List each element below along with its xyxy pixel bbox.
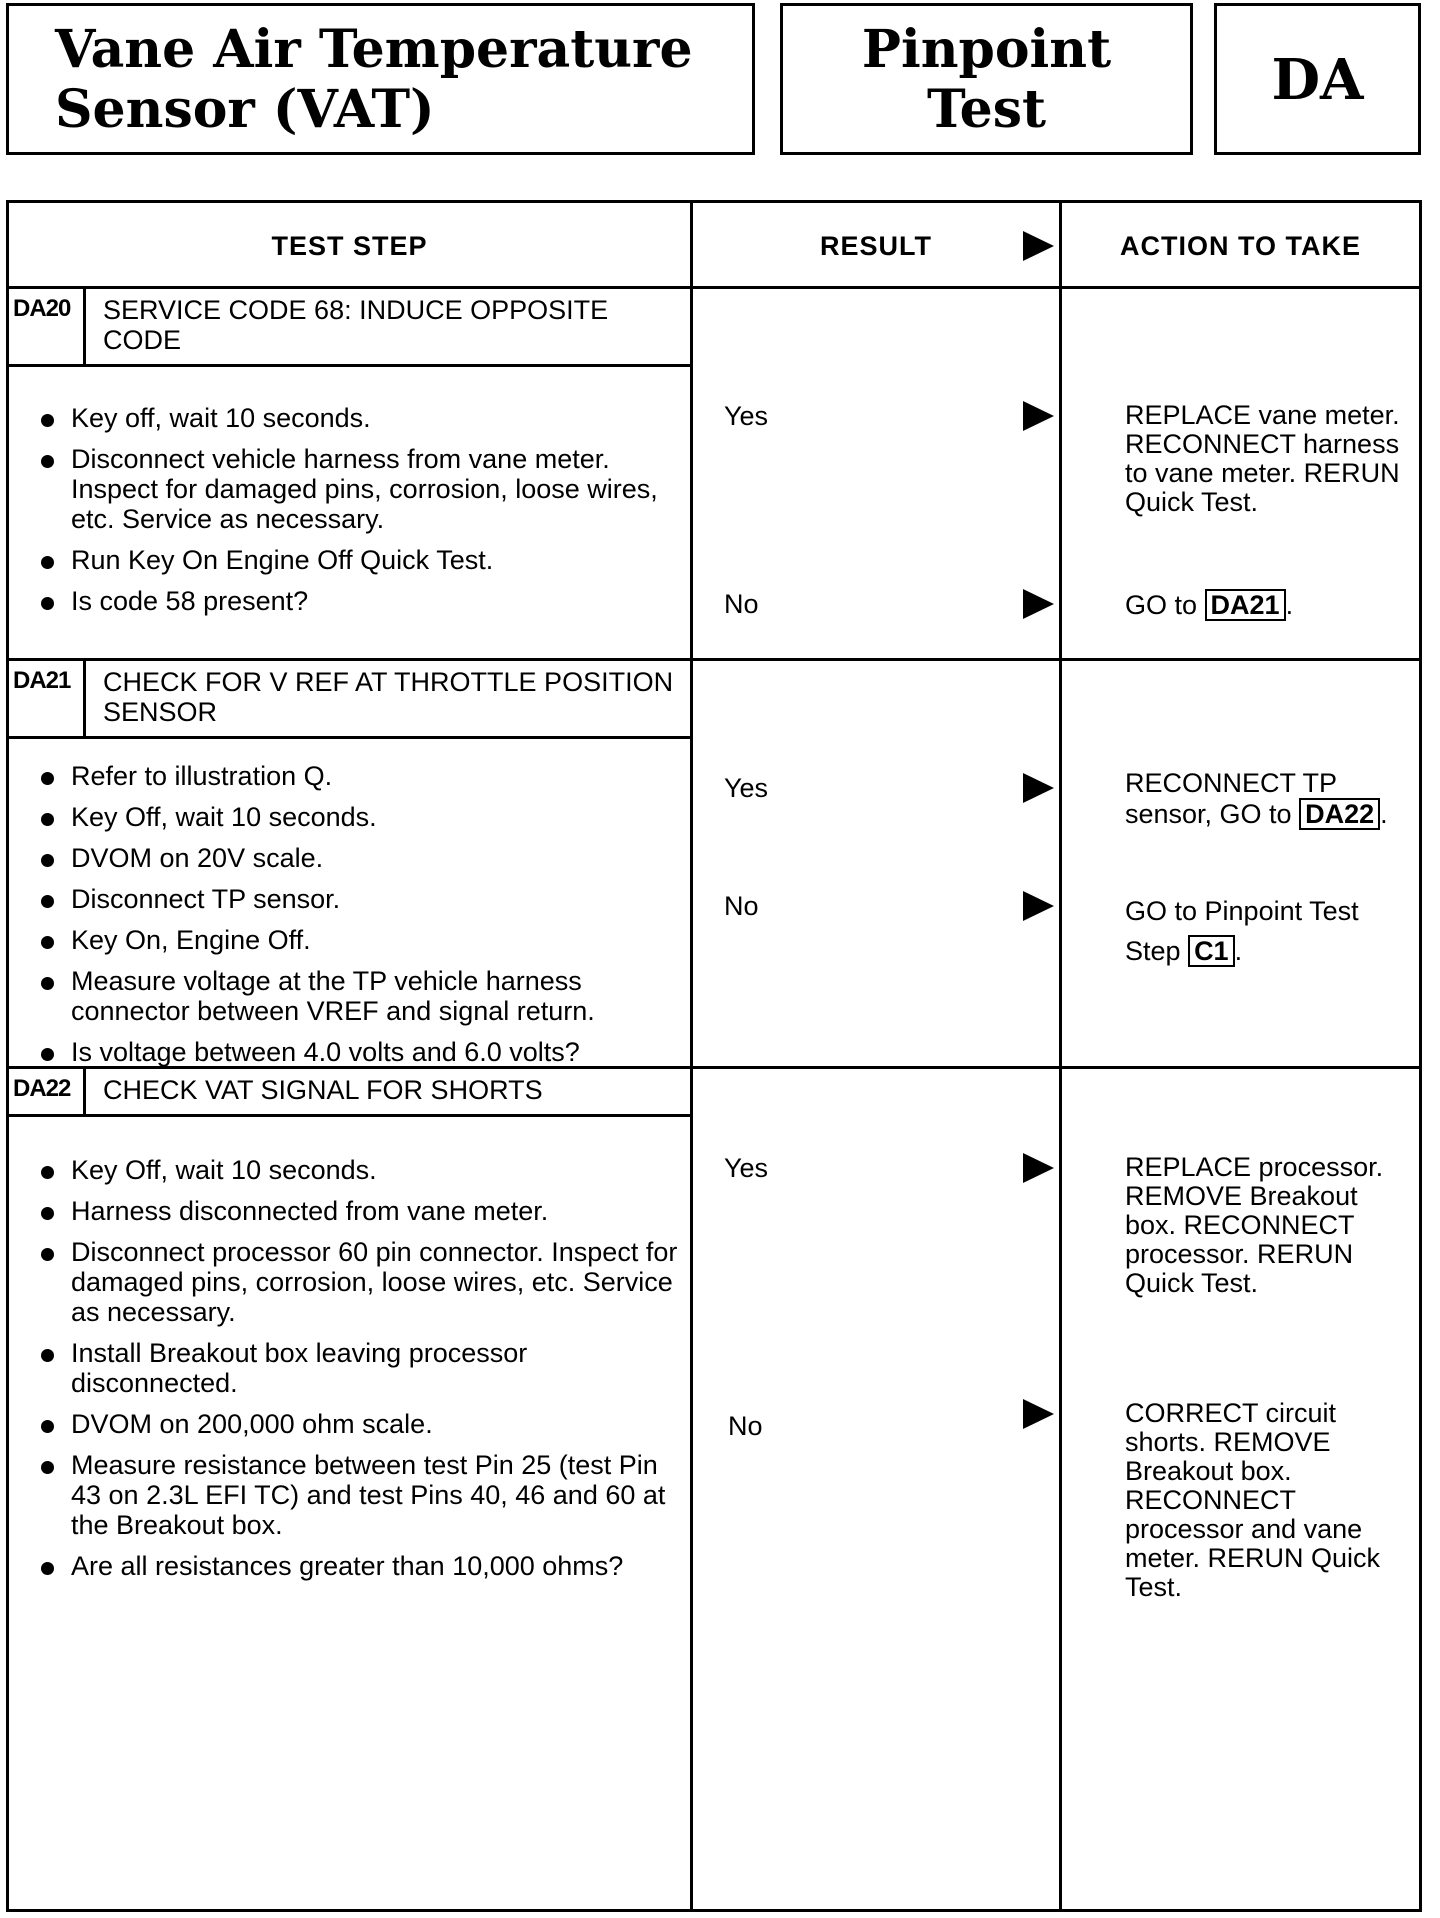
- step-title: CHECK VAT SIGNAL FOR SHORTS: [103, 1075, 543, 1105]
- result-no: No: [728, 1411, 763, 1441]
- arrow-icon: [1023, 589, 1054, 619]
- step-instructions-da21: [37, 761, 687, 1078]
- list-item: Is voltage between 4.0 volts and 6.0 volts?: [37, 1037, 687, 1067]
- step-number: DA21: [9, 661, 86, 736]
- step-header-da21: [9, 661, 693, 739]
- column-header-action: ACTION TO TAKE: [1120, 230, 1361, 261]
- result-no: No: [724, 589, 759, 619]
- step-title: CHECK FOR V REF AT THROTTLE POSITION SENSOR: [103, 667, 674, 727]
- arrow-icon: [1023, 773, 1054, 803]
- action-text: RECONNECT TP sensor, GO to DA22 .: [1125, 768, 1388, 829]
- list-item: Disconnect vehicle harness from vane meter. Inspect for damaged pins, corrosion, loose wires, etc. Service as necessary.: [37, 444, 687, 534]
- list-item: Disconnect TP sensor.: [37, 884, 687, 914]
- list-item: Key off, wait 10 seconds.: [37, 403, 687, 433]
- arrow-icon: [1023, 1153, 1054, 1183]
- list-item: DVOM on 200,000 ohm scale.: [37, 1409, 687, 1439]
- result-yes: Yes: [724, 401, 769, 431]
- action-text: GO to DA21 .: [1125, 590, 1294, 620]
- step-reference: DA22: [1299, 798, 1380, 830]
- list-item: Is code 58 present?: [37, 586, 687, 616]
- pinpoint-test-label: Pinpoint Test: [861, 19, 1112, 140]
- step-header-da20: [9, 289, 693, 367]
- test-code: DA: [1271, 47, 1364, 113]
- list-item: Harness disconnected from vane meter.: [37, 1196, 687, 1226]
- column-header-result: RESULT: [820, 230, 932, 261]
- step-title: SERVICE CODE 68: INDUCE OPPOSITE CODE: [103, 295, 609, 355]
- step-instructions-da20: [37, 403, 687, 627]
- arrow-icon: [1023, 1399, 1054, 1429]
- result-no: No: [724, 891, 759, 921]
- column-header-test-step: TEST STEP: [271, 230, 428, 261]
- step-reference: C1: [1188, 935, 1235, 967]
- column-divider: [690, 203, 693, 1909]
- action-text: REPLACE vane meter. RECONNECT harness to vane meter. RERUN Quick Test.: [1125, 400, 1400, 517]
- list-item: Key Off, wait 10 seconds.: [37, 802, 687, 832]
- test-code-box: [1214, 3, 1421, 155]
- list-item: Measure resistance between test Pin 25 (test Pin 43 on 2.3L EFI TC) and test Pins 40, 46 and 60 at the Breakout box.: [37, 1450, 687, 1540]
- column-divider: [1059, 203, 1062, 1909]
- list-item: Install Breakout box leaving processor disconnected.: [37, 1338, 687, 1398]
- list-item: DVOM on 20V scale.: [37, 843, 687, 873]
- step-number: DA22: [9, 1069, 86, 1114]
- list-item: Are all resistances greater than 10,000 ohms?: [37, 1551, 687, 1581]
- action-text: CORRECT circuit shorts. REMOVE Breakout box. RECONNECT processor and vane meter. RERUN Quick Test.: [1125, 1398, 1381, 1602]
- list-item: Measure voltage at the TP vehicle harness connector between VREF and signal return.: [37, 966, 687, 1026]
- result-yes: Yes: [724, 773, 769, 803]
- step-reference: DA21: [1205, 589, 1286, 621]
- step-header-da22: [9, 1069, 693, 1117]
- action-text: GO to Pinpoint Test Step C1 .: [1125, 896, 1359, 966]
- result-yes: Yes: [724, 1153, 769, 1183]
- arrow-icon: [1023, 231, 1054, 261]
- pinpoint-test-box: [780, 3, 1193, 155]
- page-title: Vane Air Temperature Sensor (VAT): [55, 19, 693, 140]
- action-text: REPLACE processor. REMOVE Breakout box. RECONNECT processor. RERUN Quick Test.: [1125, 1152, 1384, 1298]
- list-item: Run Key On Engine Off Quick Test.: [37, 545, 687, 575]
- step-instructions-da22: [37, 1155, 687, 1592]
- arrow-icon: [1023, 891, 1054, 921]
- step-number: DA20: [9, 289, 86, 364]
- list-item: Key Off, wait 10 seconds.: [37, 1155, 687, 1185]
- list-item: Key On, Engine Off.: [37, 925, 687, 955]
- list-item: Refer to illustration Q.: [37, 761, 687, 791]
- list-item: Disconnect processor 60 pin connector. Inspect for damaged pins, corrosion, loose wires, etc. Service as necessary.: [37, 1237, 687, 1327]
- test-table: [6, 200, 1422, 1912]
- title-box: [6, 3, 755, 155]
- arrow-icon: [1023, 401, 1054, 431]
